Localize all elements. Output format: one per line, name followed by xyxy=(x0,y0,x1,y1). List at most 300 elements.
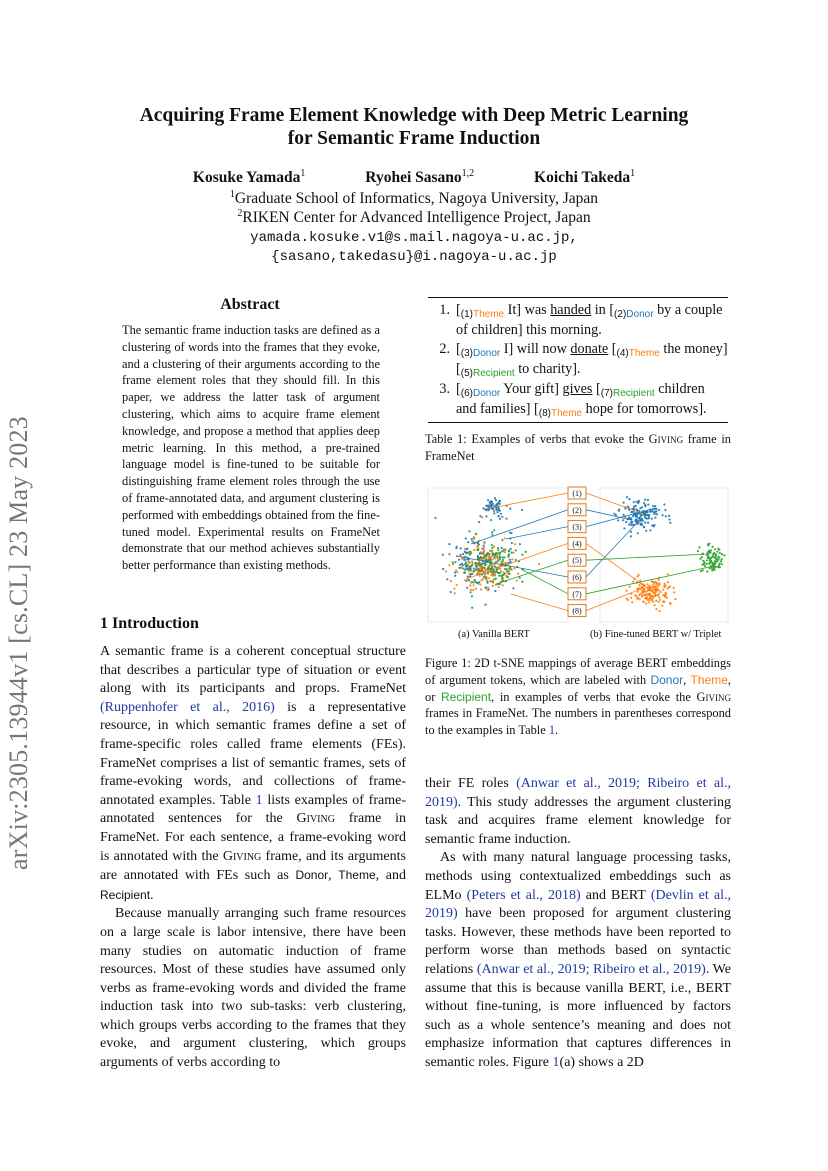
scatter-point xyxy=(482,548,484,550)
scatter-point xyxy=(496,555,498,557)
scatter-point xyxy=(465,568,467,570)
scatter-point xyxy=(668,515,670,517)
scatter-point xyxy=(654,505,656,507)
intro-paragraph-1 xyxy=(100,643,406,905)
scatter-point xyxy=(654,517,656,519)
scatter-point xyxy=(654,586,656,588)
scatter-point xyxy=(499,551,501,553)
text-run: and BERT xyxy=(580,887,651,903)
scatter-point xyxy=(501,539,503,541)
text-run: . xyxy=(150,887,154,903)
text-run: As with many natural language processing tasks, methods using contextualized embeddings such as ELMo xyxy=(425,850,731,903)
scatter-point xyxy=(637,520,639,522)
scatter-point xyxy=(497,547,499,549)
affil-text: RIKEN Center for Advanced Intelligence Project, Japan xyxy=(242,209,591,227)
span-index: (4) xyxy=(616,348,629,359)
scatter-point xyxy=(494,574,496,576)
scatter-point xyxy=(666,597,668,599)
scatter-point xyxy=(719,552,721,554)
scatter-point xyxy=(495,504,497,506)
scatter-point xyxy=(491,544,493,546)
scatter-point xyxy=(493,578,495,580)
scatter-point xyxy=(493,545,495,547)
scatter-point xyxy=(516,579,518,581)
scatter-point xyxy=(487,587,489,589)
scatter-point xyxy=(673,591,675,593)
text-run: [ xyxy=(608,341,617,357)
scatter-point xyxy=(498,554,500,556)
text-run: , in examples of verbs that evoke the xyxy=(491,689,697,704)
marker-label: (8) xyxy=(572,606,582,616)
scatter-point xyxy=(714,562,716,564)
example-text xyxy=(456,380,728,420)
scatter-point xyxy=(487,582,489,584)
scatter-point xyxy=(636,518,638,520)
scatter-point xyxy=(669,602,671,604)
text-run: . xyxy=(555,723,559,738)
scatter-point xyxy=(485,563,487,565)
author-affil-sup: 1 xyxy=(630,168,636,179)
scatter-point xyxy=(490,519,492,521)
scatter-point xyxy=(717,556,719,558)
scatter-point xyxy=(494,557,496,559)
text-run: have been proposed for argument clustering tasks. However, these methods have been reported to perform worse than methods based on syntactic relations xyxy=(425,906,731,977)
scatter-point xyxy=(485,578,487,580)
scatter-point xyxy=(519,543,521,545)
scatter-point xyxy=(639,507,641,509)
scatter-point xyxy=(635,505,637,507)
scatter-point xyxy=(644,505,646,507)
scatter-point xyxy=(623,514,625,516)
scatter-point xyxy=(495,508,497,510)
scatter-point xyxy=(663,585,665,587)
scatter-point xyxy=(469,584,471,586)
scatter-point xyxy=(652,505,654,507)
text-run: frame in FrameNet. For each sentence, a frame-evoking word is annotated with the xyxy=(100,811,406,864)
scatter-point xyxy=(646,593,648,595)
scatter-point xyxy=(673,587,675,589)
scatter-point xyxy=(500,561,502,563)
scatter-point xyxy=(455,569,457,571)
scatter-point xyxy=(706,551,708,553)
scatter-point xyxy=(654,595,656,597)
scatter-point xyxy=(644,515,646,517)
table-1 xyxy=(428,297,728,423)
scatter-point xyxy=(644,522,646,524)
text-run: (a) shows a 2D xyxy=(559,1054,644,1070)
scatter-point xyxy=(484,604,486,606)
fe-label: Recipient xyxy=(612,388,655,399)
scatter-point xyxy=(717,548,719,550)
fe-label: Donor xyxy=(472,348,501,359)
scatter-point xyxy=(712,556,714,558)
figure-ref-link[interactable]: 1 xyxy=(552,1054,560,1070)
scatter-point xyxy=(525,551,527,553)
scatter-point xyxy=(491,531,493,533)
scatter-point xyxy=(626,597,628,599)
scatter-point xyxy=(465,561,467,563)
scatter-point xyxy=(674,598,676,600)
scatter-point xyxy=(434,517,436,519)
table-ref-link[interactable]: 1 xyxy=(255,792,263,808)
author-affil-sup: 1 xyxy=(300,168,306,179)
scatter-point xyxy=(502,559,504,561)
fe-name: Recipient xyxy=(100,887,151,902)
span-index: (7) xyxy=(600,388,613,399)
fe-donor-label: Donor xyxy=(650,672,684,687)
connector-line xyxy=(586,524,636,577)
scatter-point xyxy=(493,512,495,514)
scatter-point xyxy=(471,540,473,542)
scatter-point xyxy=(657,586,659,588)
scatter-point xyxy=(467,541,469,543)
scatter-point xyxy=(502,584,504,586)
text-run: [ xyxy=(456,341,461,357)
scatter-point xyxy=(635,516,637,518)
scatter-point xyxy=(461,558,463,560)
fe-label: Theme xyxy=(550,408,583,419)
scatter-point xyxy=(714,569,716,571)
scatter-point xyxy=(515,549,517,551)
marker-label: (5) xyxy=(572,556,582,566)
scatter-point xyxy=(513,552,515,554)
scatter-point xyxy=(716,560,718,562)
scatter-point xyxy=(698,546,700,548)
scatter-point xyxy=(506,518,508,520)
span-index: (1) xyxy=(460,309,473,320)
connector-line xyxy=(586,493,644,514)
scatter-point xyxy=(484,567,486,569)
scatter-point xyxy=(719,562,721,564)
scatter-point xyxy=(508,573,510,575)
citation-link[interactable]: (Peters et al., 2018) xyxy=(466,887,581,903)
scatter-point xyxy=(641,514,643,516)
scatter-point xyxy=(701,556,703,558)
author-name: Kosuke Yamada xyxy=(192,169,301,187)
text-run: frame, and its arguments are annotated with FEs such as xyxy=(100,848,406,884)
scatter-point xyxy=(509,559,511,561)
table-ref-link[interactable]: 1 xyxy=(548,723,556,738)
frame-name: Giving xyxy=(696,689,731,704)
scatter-point xyxy=(448,543,450,545)
author-list xyxy=(0,168,828,187)
scatter-point xyxy=(640,522,642,524)
scatter-point xyxy=(476,582,478,584)
scatter-point xyxy=(490,504,492,506)
scatter-point xyxy=(473,567,475,569)
scatter-point xyxy=(486,579,488,581)
scatter-point xyxy=(487,566,489,568)
scatter-point xyxy=(460,566,462,568)
scatter-point xyxy=(639,518,641,520)
citation-link[interactable]: (Anwar et al., 2019; Ribeiro et al., 2019) xyxy=(425,776,731,810)
scatter-point xyxy=(498,503,500,505)
scatter-point xyxy=(645,530,647,532)
scatter-point xyxy=(479,515,481,517)
scatter-point xyxy=(636,575,638,577)
scatter-point xyxy=(709,567,711,569)
scatter-point xyxy=(475,588,477,590)
scatter-point xyxy=(512,587,514,589)
text-run: is a representative resource, in which semantic frames define a set of frame-specific roles called frame elements (FEs). FrameNet comprises a list of semantic frames, sets of frame-evoking words, and collections of frame-annotated examples. Table xyxy=(100,699,407,808)
scatter-point xyxy=(469,562,471,564)
connector-line xyxy=(466,543,568,579)
scatter-point xyxy=(471,595,473,597)
text-run: [ xyxy=(456,381,461,397)
scatter-point xyxy=(510,532,512,534)
marker-label: (3) xyxy=(572,522,582,532)
scatter-point xyxy=(473,536,475,538)
scatter-point xyxy=(497,549,499,551)
scatter-point xyxy=(652,581,654,583)
scatter-point xyxy=(630,531,632,533)
fe-name: Donor xyxy=(295,868,329,883)
scatter-point xyxy=(721,563,723,565)
scatter-point xyxy=(503,571,505,573)
scatter-point xyxy=(488,553,490,555)
marker-label: (2) xyxy=(572,505,582,515)
scatter-point xyxy=(638,500,640,502)
scatter-point xyxy=(492,581,494,583)
scatter-point xyxy=(445,570,447,572)
intro-left-column xyxy=(100,643,406,1073)
scatter-point xyxy=(630,535,632,537)
frame-name: Giving xyxy=(648,432,684,446)
fe-recipient-label: Recipient xyxy=(441,689,492,704)
author-name: Koichi Takeda xyxy=(534,169,631,187)
scatter-point xyxy=(651,510,653,512)
scatter-point xyxy=(478,562,480,564)
scatter-point xyxy=(480,569,482,571)
scatter-point xyxy=(704,565,706,567)
scatter-point xyxy=(490,574,492,576)
scatter-point xyxy=(482,579,484,581)
right-paragraph-2 xyxy=(425,849,731,1072)
scatter-point xyxy=(489,560,491,562)
scatter-point xyxy=(706,559,708,561)
scatter-point xyxy=(654,588,656,590)
scatter-point xyxy=(473,584,475,586)
scatter-point xyxy=(503,549,505,551)
scatter-point xyxy=(662,600,664,602)
table-1-example xyxy=(428,301,728,340)
scatter-point xyxy=(633,501,635,503)
scatter-point xyxy=(465,565,467,567)
text-run: , xyxy=(328,868,339,884)
scatter-point xyxy=(721,558,723,560)
scatter-point xyxy=(655,608,657,610)
scatter-point xyxy=(521,554,523,556)
affil-sup: 2 xyxy=(237,208,243,219)
scatter-point xyxy=(498,509,500,511)
scatter-point xyxy=(499,518,501,520)
scatter-point xyxy=(712,546,714,548)
scatter-point xyxy=(638,584,640,586)
scatter-point xyxy=(652,601,654,603)
text-run: . This study addresses the argument clustering task and acquires frame element knowledge for semantic frame induction. xyxy=(425,794,731,847)
connector-line xyxy=(586,543,658,596)
marker-label: (1) xyxy=(572,489,582,498)
scatter-point xyxy=(473,570,475,572)
text-run: Figure 1: 2D t-SNE mappings of average BERT embeddings of argument tokens, which are labeled with xyxy=(425,656,731,687)
scatter-point xyxy=(664,509,666,511)
scatter-point xyxy=(471,538,473,540)
example-number: 3. xyxy=(439,381,450,397)
author xyxy=(365,169,474,186)
text-run: A semantic frame is a coherent conceptual structure that describes a particular type of situation or event along with its participants and props. FrameNet xyxy=(100,644,406,697)
citation-link[interactable]: (Ruppenhofer et al., 2016) xyxy=(100,699,275,715)
scatter-point xyxy=(709,559,711,561)
scatter-point xyxy=(483,545,485,547)
scatter-point xyxy=(496,511,498,513)
span-index: (6) xyxy=(460,388,473,399)
scatter-point xyxy=(637,591,639,593)
scatter-point xyxy=(657,582,659,584)
scatter-point xyxy=(655,591,657,593)
scatter-point xyxy=(496,569,498,571)
scatter-point xyxy=(504,568,506,570)
frame-name: Giving xyxy=(296,811,335,827)
scatter-point xyxy=(490,580,492,582)
connector-line xyxy=(486,493,568,509)
citation-link[interactable]: (Devlin et al., 2019) xyxy=(425,887,731,922)
text-run: , or xyxy=(425,672,731,704)
scatter-point xyxy=(455,547,457,549)
scatter-point xyxy=(514,543,516,545)
scatter-point xyxy=(459,564,461,566)
frame-evoking-verb: donate xyxy=(570,341,609,357)
scatter-point xyxy=(483,542,485,544)
table-1-example xyxy=(428,340,728,380)
scatter-point xyxy=(490,563,492,565)
scatter-point xyxy=(521,581,523,583)
scatter-point xyxy=(627,505,629,507)
scatter-point xyxy=(470,591,472,593)
scatter-point xyxy=(488,506,490,508)
scatter-point xyxy=(713,552,715,554)
connector-line xyxy=(511,594,568,611)
scatter-point xyxy=(615,514,617,516)
scatter-point xyxy=(699,558,701,560)
scatter-point xyxy=(645,603,647,605)
scatter-point xyxy=(658,509,660,511)
scatter-point xyxy=(648,593,650,595)
scatter-point xyxy=(495,553,497,555)
scatter-point xyxy=(488,556,490,558)
scatter-point xyxy=(504,537,506,539)
scatter-point xyxy=(635,521,637,523)
scatter-point xyxy=(715,553,717,555)
fe-label: Donor xyxy=(626,309,654,320)
marker-label: (4) xyxy=(572,539,582,549)
example-number: 2. xyxy=(439,341,450,357)
marker-label: (6) xyxy=(572,573,582,582)
scatter-point xyxy=(494,497,496,499)
scatter-point xyxy=(508,550,510,552)
text-run: their FE roles xyxy=(425,776,517,791)
scatter-point xyxy=(511,552,513,554)
text-run: children and families] [ xyxy=(456,381,705,417)
scatter-point xyxy=(485,505,487,507)
scatter-point xyxy=(500,570,502,572)
scatter-point xyxy=(635,595,637,597)
affil-sup: 1 xyxy=(229,189,235,200)
scatter-point xyxy=(453,588,455,590)
scatter-point xyxy=(454,575,456,577)
citation-link[interactable]: (Anwar et al., 2019; Ribeiro et al., 2019) xyxy=(476,961,706,977)
text-run: . We assume that this is because vanilla BERT, i.e., BERT without fine-tuning, is more influenced by factors such as a whole sentence’s meaning and does not emphasize information that captures differences in semantic roles. Figure xyxy=(425,961,731,1070)
scatter-point xyxy=(481,567,483,569)
scatter-point xyxy=(707,543,709,545)
scatter-point xyxy=(467,576,469,578)
scatter-point xyxy=(706,563,708,565)
scatter-point xyxy=(659,583,661,585)
scatter-point xyxy=(448,553,450,555)
scatter-point xyxy=(470,552,472,554)
scatter-point xyxy=(466,587,468,589)
scatter-point xyxy=(647,499,649,501)
marker-label: (7) xyxy=(572,589,582,599)
scatter-point xyxy=(649,510,651,512)
scatter-point xyxy=(510,548,512,550)
scatter-point xyxy=(498,575,500,577)
scatter-point xyxy=(715,566,717,568)
scatter-point xyxy=(631,601,633,603)
scatter-point xyxy=(464,551,466,553)
example-text xyxy=(456,340,728,380)
frame-name: Giving xyxy=(222,848,262,864)
text-run: by a couple of children] this morning. xyxy=(456,302,723,338)
span-index: (3) xyxy=(460,348,473,359)
table-1-example xyxy=(428,380,728,420)
scatter-point xyxy=(507,576,509,578)
scatter-point xyxy=(648,601,650,603)
right-paragraph-1 xyxy=(425,775,731,849)
figure-1-caption xyxy=(425,655,731,739)
scatter-point xyxy=(661,605,663,607)
email-line-1: yamada.kosuke.v1@s.mail.nagoya-u.ac.jp, xyxy=(250,230,578,246)
scatter-point xyxy=(487,572,489,574)
scatter-point xyxy=(660,591,662,593)
scatter-point xyxy=(700,570,702,572)
scatter-point xyxy=(465,537,467,539)
scatter-point xyxy=(635,508,637,510)
scatter-point xyxy=(472,562,474,564)
scatter-point xyxy=(486,589,488,591)
scatter-point xyxy=(521,509,523,511)
scatter-point xyxy=(508,553,510,555)
scatter-point xyxy=(488,577,490,579)
scatter-point xyxy=(664,594,666,596)
scatter-point xyxy=(468,530,470,532)
scatter-point xyxy=(498,515,500,517)
scatter-point xyxy=(487,499,489,501)
example-number: 1. xyxy=(439,302,450,318)
scatter-point xyxy=(647,504,649,506)
scatter-point xyxy=(632,581,634,583)
scatter-point xyxy=(481,551,483,553)
frame-evoking-verb: handed xyxy=(550,302,592,318)
scatter-point xyxy=(509,508,511,510)
scatter-point xyxy=(640,586,642,588)
scatter-point xyxy=(662,514,664,516)
scatter-point xyxy=(490,556,492,558)
scatter-point xyxy=(706,554,708,556)
affiliation-2 xyxy=(0,208,828,227)
scatter-point xyxy=(510,568,512,570)
text-run: frames in FrameNet. The numbers in parentheses correspond to the examples in Table xyxy=(425,706,731,738)
scatter-point xyxy=(628,498,630,500)
